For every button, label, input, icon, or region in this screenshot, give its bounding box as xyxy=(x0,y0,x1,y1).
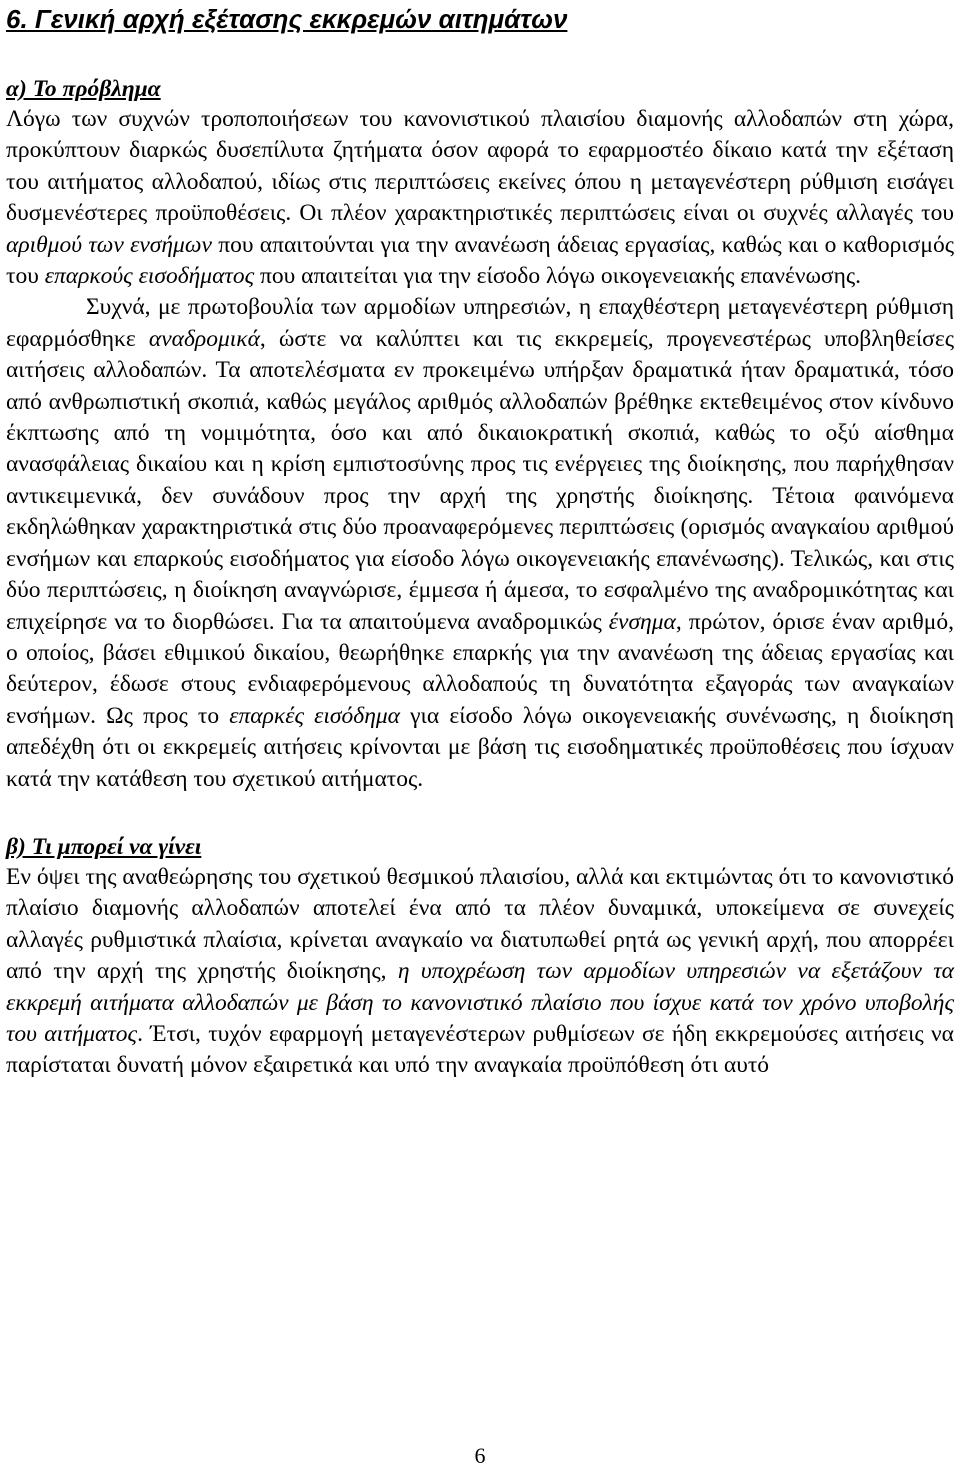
text-run: Εν όψει της αναθεώρησης του σχετικού θεσμικού πλαισίου, αλλά και εκτιμώντας ότι το κανονιστικό πλαίσιο διαμονής αλλοδαπών αποτελεί ένα από τα πλέον δυναμικά, υποκείμενα σε συνεχείς αλλαγές ρυθμιστικά πλαίσια, κρίνεται αναγκαίο να διατυπωθεί ρητά ως γενική αρχή, που απορρέει από την αρχή της χρηστής διοίκησης, xyxy=(6,863,954,985)
emphasis-sufficient-income: επαρκούς εισοδήματος xyxy=(44,263,255,290)
subsection-title-what-can-be-done: β) Τι μπορεί να γίνει xyxy=(6,833,202,860)
section-heading: 6. Γενική αρχή εξέτασης εκκρεμών αιτημάτων xyxy=(6,4,568,34)
paragraph-proposal-1 xyxy=(6,862,954,1082)
page-number: 6 xyxy=(474,1443,486,1468)
subsection-title-problem: α) Το πρόβλημα xyxy=(6,76,161,102)
emphasis-stamps-count: αριθμού των ενσήμων xyxy=(6,231,212,258)
emphasis-sufficient-income-2: επαρκές εισόδημα xyxy=(229,702,400,729)
document-page xyxy=(6,0,954,1082)
text-run: , πρώτον, όρισε έναν αριθμό, ο οποίος, βάσει εθιμικού δικαίου, θεωρήθηκε επαρκής για την ανανέωση της άδειας εργασίας και δεύτερον, έδωσε στους ενδιαφερόμενους αλλοδαπούς τη δυνατότητα εξαγοράς των αναγκαίων ενσήμων. Ως προς το xyxy=(6,608,954,729)
emphasis-stamps: ένσημα xyxy=(608,608,676,635)
text-run: για είσοδο λόγω οικογενειακής συνένωσης, η διοίκηση απεδέχθη ότι οι εκκρεμείς αιτήσεις κρίνονται με βάση τις εισοδηματικές προϋποθέσεις που ίσχυαν κατά την κατάθεση του σχετικού αιτήματος. xyxy=(6,702,954,792)
text-run: Λόγω των συχνών τροποποιήσεων του κανονιστικού πλαισίου διαμονής αλλοδαπών στη χώρα, προκύπτουν διαρκώς δυσεπίλυτα ζητήματα όσον αφορά το εφαρμοστέο δίκαιο κατά την εξέταση του αιτήματος αλλοδαπού, ιδίως στις περιπτώσεις εκείνες όπου η μεταγενέστερη ρύθμιση εισάγει δυσμενέστερες προϋποθέσεις. Οι πλέον χαρακτηριστικές περιπτώσεις είναι οι συχνές αλλαγές του xyxy=(6,106,954,227)
text-run: που απαιτείται για την είσοδο λόγω οικογενειακής επανένωσης. xyxy=(254,263,862,290)
paragraph-problem-2 xyxy=(6,292,954,795)
text-run: , ώστε να καλύπτει και τις εκκρεμείς, προγενεστέρως υποβληθείσες αιτήσεις αλλοδαπών. Τα αποτελέσματα εν προκειμένω υπήρξαν δραματικά ήταν δραματικά, τόσο από ανθρωπιστική σκοπιά, καθώς μεγάλος αριθμός αλλοδαπών βρέθηκε εκτεθειμένος στον κίνδυνο έκπτωσης από τη νομιμότητα, όσο και από δικαιοκρατική σκοπιά, καθώς το οξύ αίσθημα ανασφάλειας δικαίου και η κρίση εμπιστοσύνης προς τις ενέργειες της διοίκησης, που παρήχθησαν αντικειμενικά, δεν συνάδουν προς την αρχή της χρηστής διοίκησης. Τέτοια φαινόμενα εκδηλώθηκαν χαρακτηριστικά στις δύο προαναφερόμενες περιπτώσεις (ορισμός αναγκαίου αριθμού ενσήμων και επαρκούς εισοδήματος για είσοδο λόγω οικογενειακής επανένωσης). Τελικώς, και στις δύο περιπτώσεις, η διοίκηση αναγνώρισε, έμμεσα ή άμεσα, το εσφαλμένο της αναδρομικότητας και επιχείρησε να το διορθώσει. Για τα απαιτούμενα αναδρομικώς xyxy=(6,325,954,635)
paragraph-problem-1 xyxy=(6,104,954,292)
emphasis-obligation: η υποχρέωση των αρμοδίων υπηρεσιών να εξετάζουν τα εκκρεμή αιτήματα αλλοδαπών με βάση το κανονιστικό πλαίσιο που ίσχυε κατά τον χρόνο υποβολής του αιτήματος xyxy=(6,958,954,1047)
emphasis-retroactively: αναδρομικά xyxy=(148,325,260,352)
text-run: που απαιτούνται για την ανανέωση άδειας εργασίας, καθώς και ο καθορισμός του xyxy=(6,231,955,290)
text-run: . Έτσι, τυχόν εφαρμογή μεταγενέστερων ρυθμίσεων σε ήδη εκκρεμούσες αιτήσεις να παρίσταται δυνατή μόνον εξαιρετικά και υπό την αναγκαία προϋπόθεση ότι αυτό xyxy=(6,1020,954,1079)
text-run: Συχνά, με πρωτοβουλία των αρμοδίων υπηρεσιών, η επαχθέστερη μεταγενέστερη ρύθμιση εφαρμόσθηκε xyxy=(6,294,954,352)
